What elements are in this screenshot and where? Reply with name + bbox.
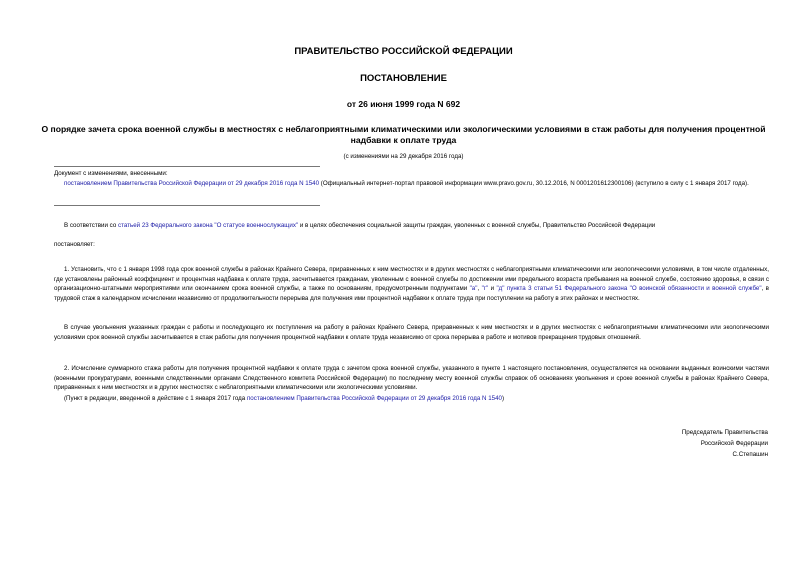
signature-name: С.Степашин <box>732 451 768 458</box>
subparagraph-d-link[interactable]: "д" <box>496 285 505 292</box>
paragraph-2 <box>54 364 769 393</box>
paragraph-2-note-link[interactable]: постановлением Правительства Российской Федерации от 29 декабря 2016 года N 1540 <box>246 395 502 402</box>
paragraph-1-text-a: 1. Установить, что с 1 января 1998 года срок военной службы в районах Крайнего Севера, приравненных к ним местностях и в других местностях с неблагоприятными климатическими или экологическими условиями, в том числе отдаленных, где установлены районный коэффициент и процентная надбавка к оплате труда, засчитывается гражданам, уволенным с военной службы по достижении ими предельного возраста пребывания на военной службе, состоянию здоровья, в связи с организационно-штатными мероприятиями или окончанием срока военной службы, а также по основаниям, предусмотренным подпунктами <box>54 266 769 292</box>
doc-type-heading: ПОСТАНОВЛЕНИЕ <box>360 73 447 84</box>
paragraph-dismissal <box>54 323 769 342</box>
subparagraph-a-link[interactable]: "а" <box>469 285 478 292</box>
top-divider <box>54 166 320 167</box>
preamble-text-end: и в целях обеспечения социальной защиты граждан, уволенных с военной службы, Правительство Российской Федерации <box>298 222 656 229</box>
changes-rest: (Официальный интернет-портал правовой информации www.pravo.gov.ru, 30.12.2016, N 0001201612300106) (вступило в силу с 1 января 2017 года). <box>319 179 749 187</box>
bottom-divider <box>54 205 320 206</box>
changes-text <box>54 179 769 189</box>
preamble-text-start: В соответствии со <box>64 222 118 229</box>
signature-line-2: Российской Федерации <box>700 440 768 447</box>
military-duty-law-link[interactable]: пункта 3 статьи 51 Федерального закона "О воинской обязанности и военной службе" <box>506 285 762 292</box>
amendments-note: (с изменениями на 29 декабря 2016 года) <box>343 153 464 160</box>
subparagraph-g-link[interactable]: "г" <box>481 285 489 292</box>
changes-block <box>54 169 769 188</box>
paragraph-2-note-start: (Пункт в редакции, введенной в действие с 1 января 2017 года <box>64 395 247 402</box>
changes-link[interactable]: постановлением Правительства Российской Федерации от 29 декабря 2016 года N 1540 <box>64 179 320 187</box>
paragraph-dismissal-text: В случае увольнения указанных граждан с работы и последующего их поступления на работу в районах Крайнего Севера, приравненных к ним местностях и в других местностях с неблагоприятными климатическими или экологическими условиями срок военной службы засчитывается в стаж работы для получения процентной надбавки к оплате труда независимо от срока перерыва в работе и мотивов прекращения трудовых отношений. <box>54 324 769 341</box>
preamble <box>54 221 769 231</box>
paragraph-1-sep-2: и <box>488 285 497 292</box>
decides-text: постановляет: <box>54 241 95 248</box>
date-number-heading: от 26 июня 1999 года N 692 <box>346 99 461 109</box>
signature-block <box>568 427 768 460</box>
preamble-law-link[interactable]: статьей 23 Федерального закона "О статусе военнослужащих" <box>117 222 299 229</box>
government-heading: ПРАВИТЕЛЬСТВО РОССИЙСКОЙ ФЕДЕРАЦИИ <box>294 46 513 57</box>
paragraph-2-note-end: ) <box>502 395 505 402</box>
changes-intro: Документ с изменениями, внесенными: <box>54 170 168 177</box>
signature-line-1: Председатель Правительства <box>681 429 768 436</box>
paragraph-2-text: 2. Исчисление суммарного стажа работы для получения процентной надбавки к оплате труда с зачетом срока военной службы, указанного в пункте 1 настоящего постановления, осуществляется на основании выданных воинскими частями (военными прокуратурами, военными следственными органами Следственного комитета Российской Федерации) по последнему месту военной службы справок об основаниях увольнения и сроке военной службы в районах Крайнего Севера, приравненных к ним местностях и в других местностях с неблагоприятными климатическими или экологическими условиями. <box>54 365 769 391</box>
document-title: О порядке зачета срока военной службы в местностях с неблагоприятными климатическими или экологическими условиями в стаж работы для получения процентной надбавки к оплате труда <box>41 124 766 145</box>
paragraph-1-text-b: , в трудовой стаж в календарном исчислении независимо от продолжительности перерыва для получения ими процентной надбавки к оплате труда при поступлении на работу в этих районах и местностях. <box>54 285 769 302</box>
paragraph-1-sep-1: , <box>477 285 482 292</box>
paragraph-1 <box>54 265 769 303</box>
paragraph-2-note <box>54 394 769 404</box>
